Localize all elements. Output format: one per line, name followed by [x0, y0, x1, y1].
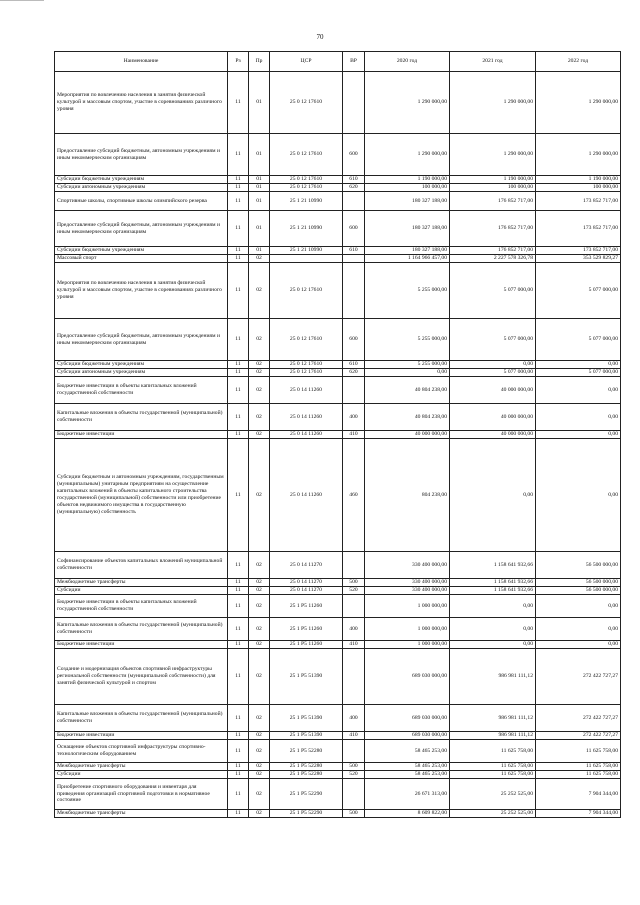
row-amount-2021: 986 981 111,12 — [450, 732, 536, 740]
row-amount-2022: 0,00 — [536, 595, 621, 618]
row-amount-2022: 1 190 000,00 — [536, 176, 621, 184]
table-row — [55, 369, 621, 377]
row-vr: 600 — [343, 134, 365, 176]
row-pr: 02 — [249, 763, 270, 771]
row-pr: 01 — [249, 247, 270, 255]
row-pr: 02 — [249, 439, 270, 552]
row-amount-2022: 11 625 758,00 — [536, 771, 621, 779]
row-amount-2021: 11 625 758,00 — [450, 771, 536, 779]
table-row — [55, 255, 621, 263]
row-csr: 25 1 P5 11260 — [270, 641, 343, 649]
row-csr: 25 0 12 17610 — [270, 361, 343, 369]
row-amount-2022: 1 290 000,00 — [536, 134, 621, 176]
header-rz: Рз — [228, 52, 249, 72]
row-name: Бюджетные инвестиции — [55, 732, 228, 740]
row-vr: 610 — [343, 361, 365, 369]
row-vr: 610 — [343, 247, 365, 255]
row-vr — [343, 72, 365, 134]
row-amount-2020: 1 000 000,00 — [365, 618, 450, 641]
row-csr: 25 1 P5 52290 — [270, 810, 343, 818]
row-vr: 520 — [343, 587, 365, 595]
table-header-row — [55, 52, 621, 72]
row-rz: 11 — [228, 439, 249, 552]
row-name: Мероприятия по вовлечению населения в занятия физической культурой и массовым спортом, участие в соревнованиях различного уровня — [55, 72, 228, 134]
row-vr: 400 — [343, 618, 365, 641]
row-rz: 11 — [228, 431, 249, 439]
row-amount-2020: 5 255 000,00 — [365, 319, 450, 361]
row-vr: 410 — [343, 431, 365, 439]
header-2020: 2020 год — [365, 52, 450, 72]
row-amount-2021: 2 227 578 326,78 — [450, 255, 536, 263]
row-pr: 01 — [249, 184, 270, 192]
row-csr: 25 0 12 17610 — [270, 72, 343, 134]
row-amount-2021: 40 000 000,00 — [450, 377, 536, 404]
row-name: Субсидии автономным учреждениям — [55, 184, 228, 192]
row-csr: 25 1 P5 11260 — [270, 595, 343, 618]
row-csr: 25 0 12 17610 — [270, 263, 343, 319]
row-rz: 11 — [228, 618, 249, 641]
row-csr: 25 1 P5 51390 — [270, 732, 343, 740]
row-pr: 02 — [249, 649, 270, 705]
row-amount-2021: 1 290 000,00 — [450, 134, 536, 176]
row-pr: 02 — [249, 587, 270, 595]
row-rz: 11 — [228, 319, 249, 361]
row-csr: 25 0 14 11260 — [270, 431, 343, 439]
row-rz: 11 — [228, 377, 249, 404]
row-amount-2020: 58 465 253,00 — [365, 740, 450, 763]
table-row — [55, 184, 621, 192]
row-vr: 400 — [343, 404, 365, 431]
row-amount-2022: 11 625 758,00 — [536, 740, 621, 763]
row-csr: 25 1 21 10990 — [270, 247, 343, 255]
row-amount-2020: 8 609 822,00 — [365, 810, 450, 818]
row-rz: 11 — [228, 211, 249, 247]
row-amount-2021: 0,00 — [450, 618, 536, 641]
row-pr: 01 — [249, 72, 270, 134]
table-row — [55, 810, 621, 818]
row-rz: 11 — [228, 810, 249, 818]
row-amount-2021: 11 625 758,00 — [450, 740, 536, 763]
row-vr: 460 — [343, 439, 365, 552]
row-vr — [343, 192, 365, 211]
table-body — [55, 72, 621, 818]
row-amount-2020: 330 400 000,00 — [365, 587, 450, 595]
row-amount-2021: 25 252 525,00 — [450, 779, 536, 810]
table-row — [55, 211, 621, 247]
row-vr: 600 — [343, 211, 365, 247]
table-row — [55, 192, 621, 211]
row-csr: 25 0 12 17610 — [270, 176, 343, 184]
row-vr — [343, 595, 365, 618]
row-pr: 02 — [249, 779, 270, 810]
row-amount-2020: 5 255 000,00 — [365, 263, 450, 319]
row-name: Капитальные вложения в объекты государственной (муниципальной) собственности — [55, 618, 228, 641]
header-name: Наименование — [55, 52, 228, 72]
row-csr: 25 1 P5 52290 — [270, 779, 343, 810]
row-rz: 11 — [228, 641, 249, 649]
row-vr — [343, 649, 365, 705]
row-amount-2020: 1 190 000,00 — [365, 176, 450, 184]
row-csr: 25 0 14 11260 — [270, 404, 343, 431]
row-csr: 25 0 14 11270 — [270, 587, 343, 595]
row-csr: 25 1 P5 51390 — [270, 705, 343, 732]
row-name: Субсидии бюджетным и автономным учреждениям, государственным (муниципальным) унитарным предприятиям на осуществление капитальных вложений в объекты капитального строительства государственной (муниципальной) собственности или приобретение объектов недвижимого имущества в государственную (муниципальную) собственность — [55, 439, 228, 552]
row-csr: 25 1 P5 51390 — [270, 649, 343, 705]
row-rz: 11 — [228, 771, 249, 779]
row-name: Межбюджетные трансферты — [55, 763, 228, 771]
table-row — [55, 732, 621, 740]
row-amount-2021: 25 252 525,00 — [450, 810, 536, 818]
row-vr: 620 — [343, 369, 365, 377]
row-pr: 01 — [249, 211, 270, 247]
table-row — [55, 779, 621, 810]
row-amount-2022: 173 852 717,00 — [536, 247, 621, 255]
row-vr — [343, 740, 365, 763]
row-amount-2022: 56 500 000,00 — [536, 552, 621, 579]
row-pr: 01 — [249, 134, 270, 176]
row-csr: 25 0 12 17610 — [270, 369, 343, 377]
row-vr: 500 — [343, 579, 365, 587]
row-amount-2022: 0,00 — [536, 431, 621, 439]
row-pr: 02 — [249, 579, 270, 587]
row-amount-2021: 176 852 717,00 — [450, 192, 536, 211]
row-csr: 25 1 P5 52280 — [270, 763, 343, 771]
row-amount-2020: 1 290 000,00 — [365, 134, 450, 176]
row-pr: 01 — [249, 176, 270, 184]
row-name: Межбюджетные трансферты — [55, 579, 228, 587]
header-2022: 2022 год — [536, 52, 621, 72]
row-pr: 02 — [249, 595, 270, 618]
row-amount-2020: 0,00 — [365, 369, 450, 377]
row-amount-2022: 0,00 — [536, 404, 621, 431]
row-amount-2022: 100 000,00 — [536, 184, 621, 192]
page-number: 70 — [316, 33, 324, 41]
table-row — [55, 263, 621, 319]
row-rz: 11 — [228, 552, 249, 579]
row-name: Субсидии — [55, 587, 228, 595]
row-amount-2020: 58 465 253,00 — [365, 763, 450, 771]
row-pr: 01 — [249, 192, 270, 211]
header-pr: Пр — [249, 52, 270, 72]
table-row — [55, 439, 621, 552]
row-amount-2021: 5 077 000,00 — [450, 263, 536, 319]
row-name: Предоставление субсидий бюджетным, автономным учреждениям и иным некоммерческим организациям — [55, 211, 228, 247]
row-name: Создание и модернизация объектов спортивной инфраструктуры региональной собственности (муниципальной собственности) для занятий физической культурой и спортом — [55, 649, 228, 705]
table-row — [55, 641, 621, 649]
row-csr: 25 1 21 10990 — [270, 192, 343, 211]
row-csr: 25 1 P5 52280 — [270, 771, 343, 779]
row-amount-2020: 180 327 188,00 — [365, 247, 450, 255]
row-pr: 02 — [249, 255, 270, 263]
row-amount-2020: 330 400 000,00 — [365, 552, 450, 579]
row-amount-2020: 1 290 000,00 — [365, 72, 450, 134]
row-csr: 25 1 21 10990 — [270, 211, 343, 247]
table-row — [55, 587, 621, 595]
scan-edge-mark — [0, 0, 44, 1]
row-amount-2022: 0,00 — [536, 439, 621, 552]
row-amount-2020: 1 000 000,00 — [365, 641, 450, 649]
row-amount-2022: 272 422 727,27 — [536, 732, 621, 740]
table-row — [55, 134, 621, 176]
row-name: Субсидии автономным учреждениям — [55, 369, 228, 377]
table-row — [55, 361, 621, 369]
table-row — [55, 579, 621, 587]
row-amount-2021: 176 852 717,00 — [450, 247, 536, 255]
header-2021: 2021 год — [450, 52, 536, 72]
row-rz: 11 — [228, 361, 249, 369]
row-amount-2021: 1 158 641 932,66 — [450, 552, 536, 579]
row-pr: 02 — [249, 740, 270, 763]
row-name: Капитальные вложения в объекты государственной (муниципальной) собственности — [55, 404, 228, 431]
row-amount-2021: 40 000 000,00 — [450, 404, 536, 431]
table-row — [55, 649, 621, 705]
row-pr: 02 — [249, 771, 270, 779]
row-amount-2020: 58 465 253,00 — [365, 771, 450, 779]
row-amount-2022: 0,00 — [536, 361, 621, 369]
row-rz: 11 — [228, 134, 249, 176]
row-pr: 02 — [249, 263, 270, 319]
row-amount-2022: 7 904 344,00 — [536, 779, 621, 810]
row-name: Бюджетные инвестиции — [55, 431, 228, 439]
table-row — [55, 431, 621, 439]
row-name: Массовый спорт — [55, 255, 228, 263]
table-row — [55, 771, 621, 779]
row-name: Бюджетные инвестиции — [55, 641, 228, 649]
row-amount-2021: 176 852 717,00 — [450, 211, 536, 247]
row-amount-2021: 0,00 — [450, 439, 536, 552]
row-rz: 11 — [228, 192, 249, 211]
row-pr: 02 — [249, 319, 270, 361]
row-vr: 500 — [343, 810, 365, 818]
row-name: Спортивные школы, спортивные школы олимпийского резерва — [55, 192, 228, 211]
row-name: Субсидии — [55, 771, 228, 779]
row-pr: 02 — [249, 705, 270, 732]
row-amount-2020: 40 804 238,00 — [365, 404, 450, 431]
table-row — [55, 72, 621, 134]
row-rz: 11 — [228, 247, 249, 255]
table-row — [55, 176, 621, 184]
row-csr: 25 1 P5 11260 — [270, 618, 343, 641]
row-amount-2020: 40 000 000,00 — [365, 431, 450, 439]
table-row — [55, 595, 621, 618]
row-amount-2020: 689 030 000,00 — [365, 649, 450, 705]
row-pr: 02 — [249, 810, 270, 818]
row-amount-2022: 0,00 — [536, 618, 621, 641]
row-csr: 25 0 14 11260 — [270, 377, 343, 404]
row-pr: 02 — [249, 552, 270, 579]
row-vr: 610 — [343, 176, 365, 184]
row-csr: 25 0 12 17610 — [270, 319, 343, 361]
row-amount-2021: 5 077 000,00 — [450, 319, 536, 361]
row-rz: 11 — [228, 763, 249, 771]
row-name: Бюджетные инвестиции в объекты капитальных вложений государственной собственности — [55, 377, 228, 404]
table-row — [55, 377, 621, 404]
row-vr — [343, 377, 365, 404]
row-amount-2020: 100 000,00 — [365, 184, 450, 192]
row-vr — [343, 255, 365, 263]
row-rz: 11 — [228, 732, 249, 740]
row-name: Предоставление субсидий бюджетным, автономным учреждениям и иным некоммерческим организациям — [55, 134, 228, 176]
row-rz: 11 — [228, 72, 249, 134]
row-amount-2020: 40 804 238,00 — [365, 377, 450, 404]
row-name: Оснащение объектов спортивной инфраструктуры спортивно-технологическим оборудованием — [55, 740, 228, 763]
row-amount-2020: 180 327 188,00 — [365, 192, 450, 211]
row-csr: 25 0 14 11270 — [270, 579, 343, 587]
row-amount-2022: 0,00 — [536, 641, 621, 649]
table-row — [55, 247, 621, 255]
row-vr: 410 — [343, 732, 365, 740]
header-csr: ЦСР — [270, 52, 343, 72]
row-rz: 11 — [228, 579, 249, 587]
row-name: Межбюджетные трансферты — [55, 810, 228, 818]
row-vr: 620 — [343, 184, 365, 192]
row-vr — [343, 779, 365, 810]
row-rz: 11 — [228, 184, 249, 192]
row-amount-2021: 1 290 000,00 — [450, 72, 536, 134]
row-name: Субсидии бюджетным учреждениям — [55, 176, 228, 184]
row-name: Предоставление субсидий бюджетным, автономным учреждениям и иным некоммерческим организациям — [55, 319, 228, 361]
row-name: Капитальные вложения в объекты государственной (муниципальной) собственности — [55, 705, 228, 732]
row-amount-2021: 1 158 641 932,66 — [450, 587, 536, 595]
row-name: Субсидии бюджетным учреждениям — [55, 247, 228, 255]
row-pr: 02 — [249, 732, 270, 740]
table-row — [55, 705, 621, 732]
row-name: Мероприятия по вовлечению населения в занятия физической культурой и массовым спортом, участие в соревнованиях различного уровня — [55, 263, 228, 319]
row-amount-2022: 272 422 727,27 — [536, 705, 621, 732]
row-name: Приобретение спортивного оборудования и инвентаря для приведения организаций спортивной подготовки в нормативное состояние — [55, 779, 228, 810]
row-pr: 02 — [249, 369, 270, 377]
row-amount-2022: 11 625 758,00 — [536, 763, 621, 771]
table-row — [55, 319, 621, 361]
row-amount-2022: 7 904 344,00 — [536, 810, 621, 818]
row-amount-2021: 0,00 — [450, 641, 536, 649]
row-amount-2020: 1 000 000,00 — [365, 595, 450, 618]
row-vr: 520 — [343, 771, 365, 779]
table-row — [55, 740, 621, 763]
row-rz: 11 — [228, 649, 249, 705]
row-amount-2022: 1 290 000,00 — [536, 72, 621, 134]
row-amount-2022: 173 852 717,00 — [536, 192, 621, 211]
row-amount-2022: 56 500 000,00 — [536, 579, 621, 587]
row-amount-2021: 11 625 758,00 — [450, 763, 536, 771]
row-pr: 02 — [249, 404, 270, 431]
row-pr: 02 — [249, 377, 270, 404]
row-amount-2021: 1 158 641 932,66 — [450, 579, 536, 587]
row-rz: 11 — [228, 587, 249, 595]
row-amount-2021: 986 981 111,12 — [450, 705, 536, 732]
row-csr — [270, 255, 343, 263]
row-rz: 11 — [228, 369, 249, 377]
row-rz: 11 — [228, 705, 249, 732]
row-rz: 11 — [228, 740, 249, 763]
row-rz: 11 — [228, 404, 249, 431]
row-amount-2022: 272 422 727,27 — [536, 649, 621, 705]
row-amount-2020: 180 327 188,00 — [365, 211, 450, 247]
row-amount-2020: 689 030 000,00 — [365, 732, 450, 740]
row-amount-2020: 1 164 966 457,00 — [365, 255, 450, 263]
row-amount-2021: 1 190 000,00 — [450, 176, 536, 184]
table-row — [55, 552, 621, 579]
row-amount-2021: 5 077 000,00 — [450, 369, 536, 377]
row-rz: 11 — [228, 176, 249, 184]
row-vr: 600 — [343, 319, 365, 361]
row-amount-2021: 40 000 000,00 — [450, 431, 536, 439]
row-pr: 02 — [249, 361, 270, 369]
row-amount-2020: 804 238,00 — [365, 439, 450, 552]
row-amount-2020: 5 255 000,00 — [365, 361, 450, 369]
row-amount-2020: 26 671 313,00 — [365, 779, 450, 810]
row-amount-2022: 5 077 000,00 — [536, 369, 621, 377]
row-name: Субсидии бюджетным учреждениям — [55, 361, 228, 369]
table-row — [55, 618, 621, 641]
row-amount-2021: 0,00 — [450, 595, 536, 618]
row-rz: 11 — [228, 595, 249, 618]
table-row — [55, 763, 621, 771]
budget-table — [54, 51, 621, 818]
row-vr — [343, 552, 365, 579]
row-amount-2022: 0,00 — [536, 377, 621, 404]
row-name: Бюджетные инвестиции в объекты капитальных вложений государственной собственности — [55, 595, 228, 618]
row-amount-2020: 689 030 000,00 — [365, 705, 450, 732]
row-vr: 400 — [343, 705, 365, 732]
row-pr: 02 — [249, 618, 270, 641]
row-vr: 410 — [343, 641, 365, 649]
row-amount-2022: 173 852 717,00 — [536, 211, 621, 247]
row-vr: 500 — [343, 763, 365, 771]
row-csr: 25 0 14 11270 — [270, 552, 343, 579]
row-amount-2022: 56 500 000,00 — [536, 587, 621, 595]
row-amount-2022: 5 077 000,00 — [536, 319, 621, 361]
row-amount-2021: 100 000,00 — [450, 184, 536, 192]
row-amount-2022: 5 077 000,00 — [536, 263, 621, 319]
row-name: Софинансирование объектов капитальных вложений муниципальной собственности — [55, 552, 228, 579]
row-pr: 02 — [249, 641, 270, 649]
row-vr — [343, 263, 365, 319]
row-rz: 11 — [228, 263, 249, 319]
row-rz: 11 — [228, 255, 249, 263]
row-csr: 25 0 14 11260 — [270, 439, 343, 552]
row-csr: 25 1 P5 52280 — [270, 740, 343, 763]
row-amount-2021: 0,00 — [450, 361, 536, 369]
row-pr: 02 — [249, 431, 270, 439]
table-row — [55, 404, 621, 431]
row-csr: 25 0 12 17610 — [270, 134, 343, 176]
row-csr: 25 0 12 17610 — [270, 184, 343, 192]
row-amount-2022: 353 529 829,27 — [536, 255, 621, 263]
header-vr: ВР — [343, 52, 365, 72]
row-rz: 11 — [228, 779, 249, 810]
row-amount-2020: 330 400 000,00 — [365, 579, 450, 587]
row-amount-2021: 986 981 111,12 — [450, 649, 536, 705]
